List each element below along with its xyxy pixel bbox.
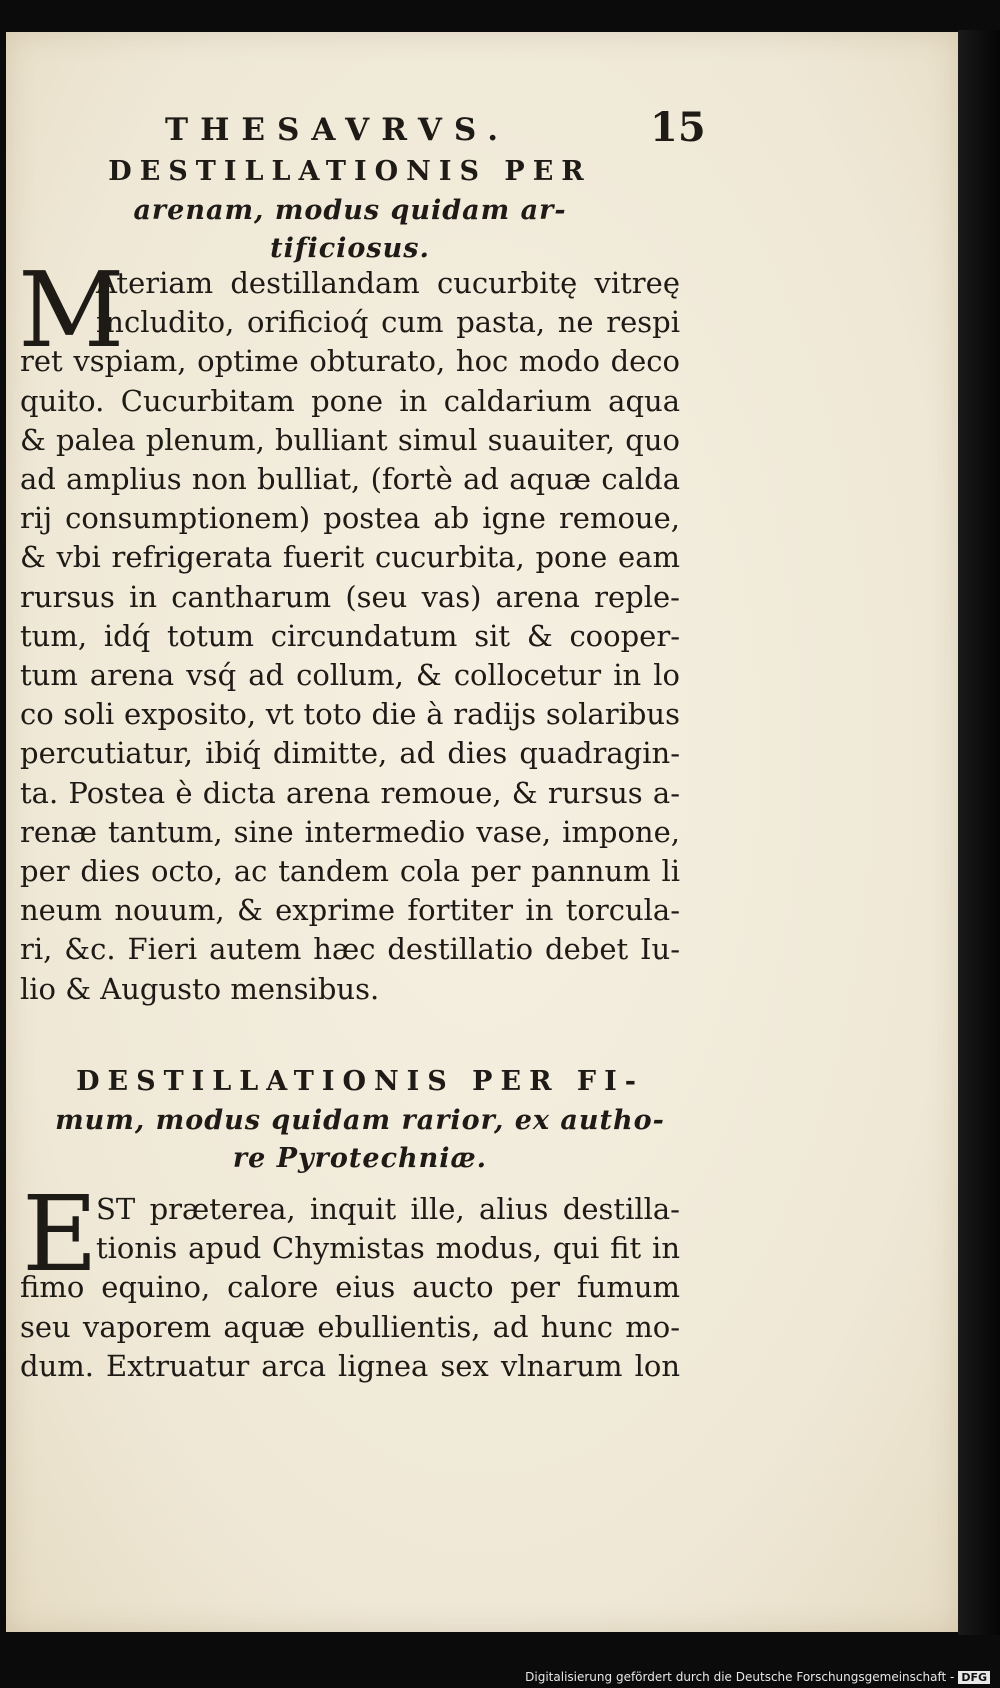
body-line: rij consumptionem) postea ab igne remoue, <box>20 501 680 536</box>
body-line: ST præterea, inquit ille, alius destilla- <box>96 1192 680 1226</box>
section1-drop-cap: M <box>18 249 125 371</box>
section2-body <box>20 1173 680 1386</box>
body-line: & palea plenum, bulliant simul suauiter, quo <box>20 422 680 457</box>
running-title: THESAVRVS. <box>165 112 511 148</box>
body-line: tum, idq́ totum circundatum sit & cooper- <box>20 618 680 653</box>
body-line: tum arena vsq́ ad collum, & collocetur in lo <box>20 658 680 693</box>
section1-heading-line1: DESTILLATIONIS PER <box>108 156 592 187</box>
dfg-logo: DFG <box>958 1671 990 1684</box>
section1-heading-line3: tificiosus. <box>270 233 430 264</box>
body-line: & vbi refrigerata fuerit cucurbita, pone eam <box>20 540 680 575</box>
section1-heading-line2: arenam, modus quidam ar- <box>133 195 567 226</box>
body-line: includito, orificioq́ cum pasta, ne respi <box>96 305 680 340</box>
digitization-credit <box>525 1670 990 1684</box>
page-edge-shadow <box>958 30 1000 1635</box>
body-line: quito. Cucurbitam pone in caldarium aqua <box>20 383 680 418</box>
digitization-credit-text: Digitalisierung gefördert durch die Deutsche Forschungsgemeinschaft - <box>525 1670 955 1684</box>
body-line: co soli exposito, vt toto die à radijs solaribus <box>20 697 680 732</box>
body-line: percutiatur, ibiq́ dimitte, ad dies quadragin- <box>20 736 680 771</box>
body-line: seu vaporem aquæ ebullientis, ad hunc mo- <box>20 1309 680 1344</box>
body-line: tionis apud Chymistas modus, qui fit in <box>96 1231 680 1266</box>
section2-heading-line3: re Pyrotechniæ. <box>232 1143 488 1174</box>
body-line: lio & Augusto mensibus. <box>20 971 380 1006</box>
section2-drop-cap: E <box>22 1173 98 1295</box>
section2-heading-line1: DESTILLATIONIS PER FI- <box>76 1066 644 1097</box>
body-line: dum. Extruatur arca lignea sex vlnarum lon <box>20 1348 680 1383</box>
body-line: ta. Postea è dicta arena remoue, & rursus a- <box>20 775 680 810</box>
body-line: fimo equino, calore eius aucto per fumum <box>20 1270 680 1305</box>
section2-heading-line2: mum, modus quidam rarior, ex autho- <box>55 1105 665 1136</box>
page-number: 15 <box>650 104 706 151</box>
body-line: ad amplius non bulliat, (fortè ad aquæ calda <box>20 462 680 497</box>
body-line: Ateriam destillandam cucurbitę vitreę <box>96 266 680 300</box>
body-line: rursus in cantharum (seu vas) arena reple- <box>20 579 680 614</box>
body-line: ri, &c. Fieri autem hæc destillatio debet Iu- <box>20 932 680 967</box>
section1-body <box>18 249 680 1009</box>
body-line: neum nouum, & exprime fortiter in torcula- <box>20 893 680 928</box>
body-line: ret vspiam, optime obturato, hoc modo deco <box>20 344 680 379</box>
body-line: renæ tantum, sine intermedio vase, impone, <box>20 814 680 849</box>
body-line: per dies octo, ac tandem cola per pannum li <box>20 854 680 889</box>
section2-heading <box>30 1062 690 1178</box>
